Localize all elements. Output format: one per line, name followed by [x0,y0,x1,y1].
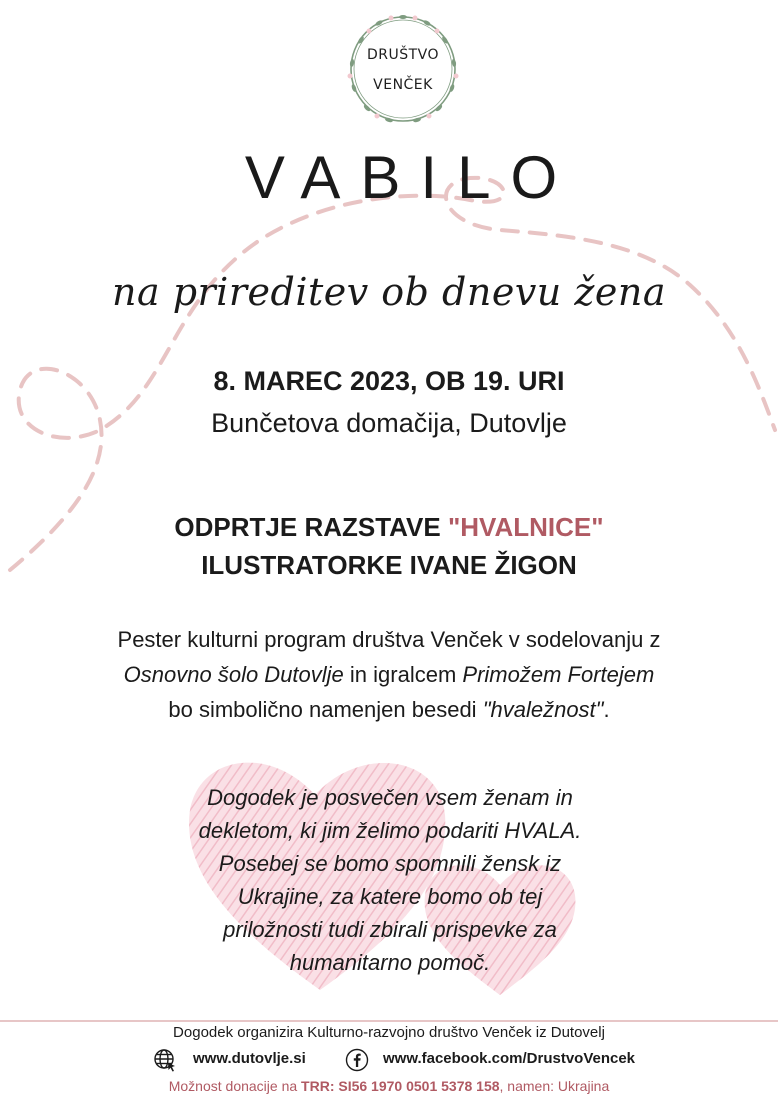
program-connector: in igralcem [343,662,463,687]
program-actor: Primožem Fortejem [462,662,655,687]
exhibition-line2: ILUSTRATORKE IVANE ŽIGON [201,550,577,580]
website-link[interactable]: www.dutovlje.si [193,1050,306,1067]
donation-account: TRR: SI56 1970 0501 5378 158 [301,1078,500,1094]
event-date: 8. MAREC 2023, OB 19. URI [213,366,565,396]
exhibition-prefix: ODPRTJE RAZSTAVE [174,512,448,542]
donation-info [0,1078,778,1094]
donation-purpose: , namen: Ukrajina [499,1078,610,1094]
exhibition-line1 [0,512,778,543]
facebook-link[interactable]: www.facebook.com/DrustvoVencek [383,1050,636,1067]
globe-icon [153,1048,177,1072]
exhibition-name: "HVALNICE" [447,512,604,542]
footer-organizer: Dogodek organizira Kulturno-razvojno društvo Venček iz Dutovelj [173,1024,605,1041]
invitation-title: VABILO [244,144,578,211]
program-line3-suffix: . [603,697,610,722]
event-text-line4: Ukrajine, za katere bomo ob tej [237,884,543,909]
vencek-wreath-logo [339,8,467,130]
logo-text-line1: DRUŠTVO [366,47,440,63]
program-line2 [0,662,778,688]
program-school: Osnovno šolo Dutovlje [123,662,344,687]
logo-text-line2: VENČEK [373,77,433,93]
program-word: "hvaležnost" [482,697,604,722]
program-line1: Pester kulturni program društva Venček v sodelovanju z [117,627,661,652]
facebook-icon [345,1048,369,1072]
program-line3-prefix: bo simbolično namenjen besedi [168,697,483,722]
event-text-line1: Dogodek je posvečen vsem ženam in [207,785,573,810]
event-venue: Bunčetova domačija, Dutovlje [211,408,567,438]
event-text-line3: Posebej se bomo spomnili žensk iz [218,851,562,876]
program-line3 [0,697,778,723]
event-text-line5: priložnosti tudi zbirali prispevke za [223,917,557,942]
invitation-subtitle: na prireditev ob dnevu žena [111,270,667,314]
footer-divider [0,1020,778,1022]
event-text-line2: dekletom, ki jim želimo podariti HVALA. [198,818,582,843]
event-text-line6: humanitarno pomoč. [289,950,491,975]
donation-prefix: Možnost donacije na [168,1078,302,1094]
